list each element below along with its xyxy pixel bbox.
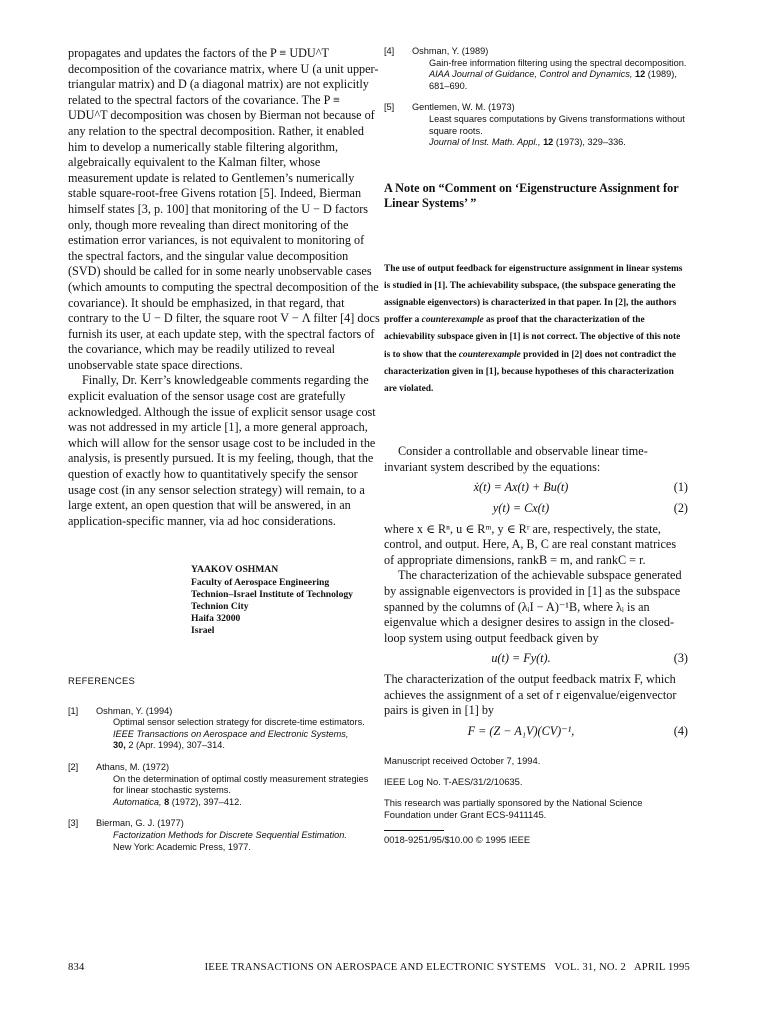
abstract-emphasis: counterexample <box>421 315 484 326</box>
body-paragraph: where x ∈ Rⁿ, u ∈ Rᵐ, y ∈ Rʳ are, respectively, the state, control, and output. Here, A, B, C are real constant matrices of appropriate dimensions, rankB = m, and rankC = r. <box>384 521 677 567</box>
copyright-note: 0018-9251/95/$10.00 © 1995 IEEE <box>384 834 531 846</box>
page-footer <box>68 962 690 973</box>
equation-expression: y(t) = Cx(t) <box>492 500 550 515</box>
equation <box>384 501 688 517</box>
reference-number: [2] <box>68 762 79 772</box>
reference-number: [4] <box>384 46 395 56</box>
reference-details: (1989), 681–690. <box>429 69 677 91</box>
acknowledgment-paragraph: Finally, Dr. Kerr’s knowledgeable comments regarding the explicit evaluation of the sensor usage cost are gratefully acknowledged. Although the issue of explicit sensor usage cost was not addressed in my article [1], a more general approach, which will allow for the sensor usage cost to be included in the analysis, is presently pursued. It is my feeling, though, that the question of exactly how to quantitatively specify the sensor usage cost (in any sensor selection strategy) will remain, to a large extent, an open question that will be answered, in an application-specific manner, via ad hoc considerations. <box>68 373 376 528</box>
author-affiliation-line: Technion City <box>191 601 249 613</box>
equation-number: (3) <box>673 651 688 666</box>
journal-running-head: IEEE TRANSACTIONS ON AEROSPACE AND ELECTRONIC SYSTEMS VOL. 31, NO. 2 APRIL 1995 <box>204 962 690 973</box>
abstract <box>384 261 688 399</box>
body-paragraph: The characterization of the output feedback matrix F, which achieves the assignment of a set of r eigenvalue/eigenvector pairs is given in [1] by <box>384 671 677 718</box>
reference-journal: Journal of Inst. Math. Appl., <box>429 137 541 148</box>
reference-author: Athans, M. (1972) <box>96 762 170 772</box>
page-number: 834 <box>68 962 85 973</box>
equation-number: (4) <box>673 723 688 738</box>
reference-entry <box>68 706 380 752</box>
body-paragraph: The characterization of the achievable subspace generated by assignable eigenvectors is provided in [1] as the subspace spanned by the columns of (λᵢI − A)⁻¹B, where λᵢ is an eigenvalue which a designer desires to assign in the closed-loop system using output feedback given by <box>384 568 682 645</box>
author-signature <box>191 564 380 637</box>
reference-author: Oshman, Y. (1989) <box>412 46 489 56</box>
reference-details: 2 (Apr. 1994), 307–314. <box>128 740 225 751</box>
reference-volume: 8 <box>164 796 170 807</box>
reference-entry <box>68 762 380 808</box>
reference-title: Least squares computations by Givens transformations without square roots. <box>429 113 685 136</box>
equation-number: (2) <box>673 500 688 515</box>
right-column <box>384 46 688 855</box>
equation <box>384 480 688 496</box>
reference-volume: 12 <box>634 69 646 80</box>
references-heading: REFERENCES <box>68 674 136 686</box>
left-column <box>68 46 380 863</box>
reference-number: [1] <box>68 705 79 716</box>
abstract-text: provided in [2] does not contradict the characterization given in [1], because hypotheses of this characterization are violated. <box>384 349 677 394</box>
body-paragraph: Consider a controllable and observable linear time-invariant system described by the equations: <box>384 444 648 474</box>
equation-expression: ẋ(t) = Ax(t) + Bu(t) <box>473 480 569 495</box>
reference-entry <box>68 818 380 853</box>
equation <box>384 651 688 667</box>
reference-volume: 30, <box>113 740 126 751</box>
author-affiliation-line: Technion–Israel Institute of Technology <box>191 588 353 600</box>
footnotes <box>384 755 688 846</box>
reference-title: Optimal sensor selection strategy for discrete-time estimators. <box>113 717 365 728</box>
reference-author: Bierman, G. J. (1977) <box>96 818 184 829</box>
reference-details: (1972), 397–412. <box>171 796 242 807</box>
equation-expression: u(t) = Fy(t). <box>491 651 551 666</box>
reference-volume: 12 <box>543 137 554 148</box>
log-note: IEEE Log No. T-AES/31/2/10635. <box>384 776 523 788</box>
abstract-text: The use of output feedback for eigenstructure assignment in linear systems is studied in [1]. The achievability subspace, (the subspace generating the assignable eigenvectors) is characterized in that paper. In [2], the authors proffer a <box>384 263 683 326</box>
sponsor-note: This research was partially sponsored by the National Science Foundation under Grant ECS-9411145. <box>384 796 643 820</box>
article-title: A Note on “Comment on ‘Eigenstructure Assignment for Linear Systems’ ” <box>384 180 679 211</box>
manuscript-note: Manuscript received October 7, 1994. <box>384 755 541 767</box>
reference-title: On the determination of optimal costly measurement strategies for linear stochastic systems. <box>113 773 369 796</box>
reference-journal: Factorization Methods for Discrete Sequential Estimation. <box>113 829 347 840</box>
reference-number: [5] <box>384 102 395 113</box>
reference-journal: Automatica, <box>113 796 162 807</box>
reference-details: New York: Academic Press, 1977. <box>113 841 251 852</box>
equation-number: (1) <box>673 480 688 495</box>
abstract-text: as proof that the characterization of the achievability subspace given in [1] is not correct. The objective of this note is to show that the <box>384 315 681 360</box>
body-paragraph: propagates and updates the factors of the P ≡ UDU^T decomposition of the covariance matrix, where U (a unit upper-triangular matrix) and D (a diagonal matrix) are not explicitly related to the spectral factors of the covariance. The P ≡ UDU^T decomposition was chosen by Bierman not because of any relation to the spectral decomposition. Rather, it enabled him to develop a numerically stable filtering algorithm, algebraically equivalent to the Kalman filter, whose measurement update is related to Gentlemen’s numerically stable square-root-free Givens rotation [5]. Indeed, Bierman himself states [3, p. 100] that monitoring of the U − D factors only, though more revealing than direct monitoring of the estimation error variances, is not equivalent to monitoring of the spectral factors, and the singular value decomposition (SVD) should be called for in some nearly unobservable cases (which amounts to computing the spectral decomposition of the covariance). It should be emphasized, in that regard, that contrary to the U − D filter, the square root V − Λ filter [4] docs furnish its user, at each update step, with the spectral factors of the covariance, which may be readily utilized to reveal unobservable state space directions. <box>68 46 380 372</box>
reference-journal: AIAA Journal of Guidance, Control and Dynamics, <box>429 69 633 80</box>
author-name: YAAKOV OSHMAN <box>191 564 279 576</box>
abstract-emphasis: counterexample <box>458 349 521 360</box>
reference-number: [3] <box>68 818 79 829</box>
reference-details: (1973), 329–336. <box>555 137 626 148</box>
reference-journal: IEEE Transactions on Aerospace and Electronic Systems, <box>113 728 349 739</box>
footnote-divider <box>384 830 444 831</box>
author-affiliation-line: Israel <box>191 625 215 637</box>
reference-entry <box>384 46 688 92</box>
reference-author: Gentlemen, W. M. (1973) <box>412 102 515 113</box>
reference-entry <box>384 102 688 148</box>
equation <box>384 724 688 740</box>
reference-author: Oshman, Y. (1994) <box>96 705 173 716</box>
equation-expression: F = (Z − A₁V)(CV)⁻¹, <box>467 723 575 738</box>
reference-title: Gain-free information filtering using the spectral decomposition. <box>429 57 687 68</box>
author-affiliation-line: Haifa 32000 <box>191 613 241 625</box>
author-affiliation-line: Faculty of Aerospace Engineering <box>191 576 330 588</box>
